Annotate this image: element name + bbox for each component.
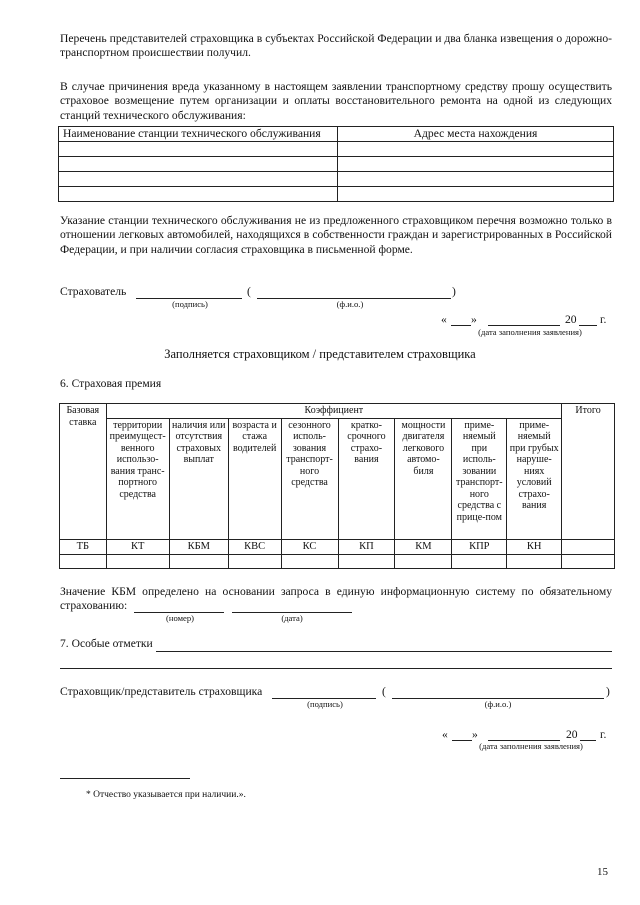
code-row xyxy=(60,539,615,554)
coef-age-header: возраста и стажа водителей xyxy=(228,418,281,539)
station-address-header: Адрес места нахождения xyxy=(338,127,614,142)
value-cell[interactable] xyxy=(281,554,338,568)
coef-violation-header: приме-няемый при грубых наруше-ниях условий страхо-вания xyxy=(507,418,562,539)
year-suffix: г. xyxy=(600,313,607,326)
station-name-cell[interactable] xyxy=(59,187,338,202)
intro-paragraph-2: В случае причинения вреда указанному в настоящем заявлении транспортному средству прошу осуществить страховое возмещение путем организации и оплаты восстановительного ремонта на одной из следующих станций технического обслуживания: xyxy=(60,80,612,122)
intro-paragraph-1: Перечень представителей страховщика в субъектах Российской Федерации и два бланка извещения о дорожно-транспортном происшествии получил. xyxy=(60,32,612,60)
value-cell[interactable] xyxy=(338,554,395,568)
insured-day-line[interactable] xyxy=(451,325,471,326)
station-name-header: Наименование станции технического обслуживания xyxy=(59,127,338,142)
table-row xyxy=(59,187,614,202)
date-close-quote: » xyxy=(471,313,477,326)
station-name-cell[interactable] xyxy=(59,172,338,187)
coef-shortterm-header: кратко-срочного страхо-вания xyxy=(338,418,395,539)
station-address-cell[interactable] xyxy=(338,172,614,187)
insurer-section-title: Заполняется страховщиком / представителем страховщика xyxy=(164,347,476,361)
insured-month-line[interactable] xyxy=(488,325,560,326)
year-prefix: 20 xyxy=(565,313,577,326)
station-name-cell[interactable] xyxy=(59,157,338,172)
insurer-name-caption: (ф.и.о.) xyxy=(484,699,512,709)
coef-claims-header: наличия или отсутствия страховых выплат xyxy=(169,418,228,539)
value-cell[interactable] xyxy=(169,554,228,568)
code-cell: КМ xyxy=(395,539,452,554)
value-cell[interactable] xyxy=(228,554,281,568)
premium-table xyxy=(59,403,615,569)
insured-label: Страхователь xyxy=(60,285,127,298)
table-row xyxy=(59,157,614,172)
notice-paragraph: Указание станции технического обслуживания не из предложенного страховщиком перечня возможно только в отношении легковых автомобилей, находящихся в собственности граждан и зарегистрированных в Российской Федерации, и при наличии согласия страховщика в письменной форме. xyxy=(60,214,612,256)
special-marks-line-1[interactable] xyxy=(156,651,612,652)
kbm-paragraph: Значение КБМ определено на основании запроса в единую информационную систему по обязательному страхованию: xyxy=(60,585,612,613)
special-marks-title: 7. Особые отметки xyxy=(60,637,153,650)
code-cell: КТ xyxy=(106,539,169,554)
insurer-label: Страховщик/представитель страховщика xyxy=(60,685,263,698)
code-cell: КВС xyxy=(228,539,281,554)
kbm-date-caption: (дата) xyxy=(281,613,303,623)
coef-trailer-header: приме-няемый при исполь-зовании транспорт-ного средства с прице-пом xyxy=(452,418,507,539)
total-header: Итого xyxy=(562,404,615,540)
close-paren: ) xyxy=(606,685,610,698)
station-address-cell[interactable] xyxy=(338,187,614,202)
close-paren: ) xyxy=(452,285,456,298)
value-cell[interactable] xyxy=(562,554,615,568)
open-paren: ( xyxy=(247,285,251,298)
value-row xyxy=(60,554,615,568)
open-paren: ( xyxy=(382,685,386,698)
insured-year-line[interactable] xyxy=(579,325,597,326)
code-cell: КН xyxy=(507,539,562,554)
table-header-row xyxy=(59,127,614,142)
table-row xyxy=(59,172,614,187)
station-address-cell[interactable] xyxy=(338,157,614,172)
base-rate-header: Базовая ставка xyxy=(60,404,107,540)
coef-power-header: мощности двигателя легкового автомо-биля xyxy=(395,418,452,539)
insured-signature-caption: (подпись) xyxy=(172,299,208,309)
date-open-quote: « xyxy=(441,313,447,326)
value-cell[interactable] xyxy=(106,554,169,568)
value-cell[interactable] xyxy=(395,554,452,568)
insurer-date-caption: (дата заполнения заявления) xyxy=(479,741,583,751)
service-station-table xyxy=(58,126,614,202)
date-open-quote: « xyxy=(442,728,448,741)
date-close-quote: » xyxy=(472,728,478,741)
special-marks-line-2[interactable] xyxy=(60,668,612,669)
value-cell[interactable] xyxy=(60,554,107,568)
insurer-signature-caption: (подпись) xyxy=(307,699,343,709)
year-suffix: г. xyxy=(600,728,607,741)
station-name-cell[interactable] xyxy=(59,142,338,157)
value-cell[interactable] xyxy=(507,554,562,568)
table-row xyxy=(59,142,614,157)
premium-title: 6. Страховая премия xyxy=(60,377,162,390)
page-number: 15 xyxy=(597,866,608,878)
value-cell[interactable] xyxy=(452,554,507,568)
coef-season-header: сезонного исполь-зования транспорт-ного средства xyxy=(281,418,338,539)
year-prefix: 20 xyxy=(566,728,578,741)
insured-date-caption: (дата заполнения заявления) xyxy=(478,327,582,337)
footnote-text: * Отчество указывается при наличии.». xyxy=(86,790,246,800)
insured-name-caption: (ф.и.о.) xyxy=(336,299,364,309)
code-cell: КБМ xyxy=(169,539,228,554)
code-cell: КПР xyxy=(452,539,507,554)
code-cell: КС xyxy=(281,539,338,554)
kbm-number-caption: (номер) xyxy=(165,613,194,623)
code-cell: ТБ xyxy=(60,539,107,554)
coefficient-header: Коэффициент xyxy=(106,404,562,419)
code-cell: КП xyxy=(338,539,395,554)
station-address-cell[interactable] xyxy=(338,142,614,157)
code-cell xyxy=(562,539,615,554)
coef-territory-header: территории преимущест-венного использо-вания транс-портного средства xyxy=(106,418,169,539)
footnote-divider xyxy=(60,778,190,779)
